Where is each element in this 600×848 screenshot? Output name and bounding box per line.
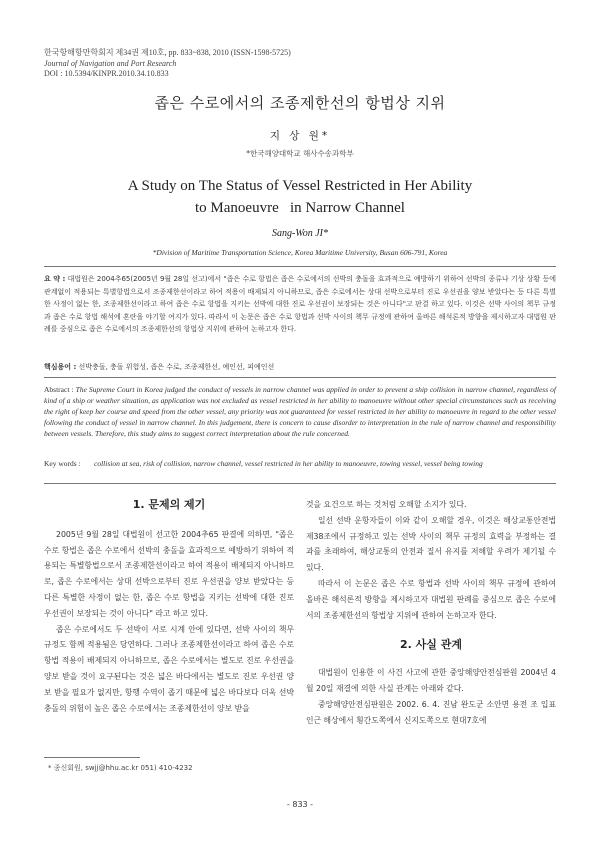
title-english <box>0 175 600 219</box>
keywords-korean-label: 핵심용어 : <box>44 363 77 371</box>
journal-header <box>44 48 291 80</box>
title-english-line1: A Study on The Status of Vessel Restricted in Her Ability <box>127 178 473 194</box>
footnote-divider <box>44 757 140 758</box>
title-korean: 좁은 수로에서의 조종제한선의 항법상 지위 <box>154 94 446 112</box>
section1-heading: 1. 문제의 제기 <box>132 498 206 511</box>
keywords-english <box>44 458 556 469</box>
title-english-line2: to Manoeuvre in Narrow Channel <box>195 200 405 216</box>
right-paragraph-1: 일선 선박 운항자들이 이와 같이 오해할 경우, 이것은 해상교통안전법 제38조에서 규정하고 있는 선박 사이의 책무 규정의 효력을 부정하는 결과를 초래하여, 해상교통의 안전과 질서 유지를 저해할 우려가 제기될 수 있다. <box>306 515 556 573</box>
keywords-korean <box>44 362 556 372</box>
journal-name: Journal of Navigation and Port Research <box>44 58 177 68</box>
section1-paragraph-1: 2005년 9월 28일 대법원이 선고한 2004추65 판결에 의하면, "좁은 수로 항법은 좁은 수로에서 선박의 충돌을 효과적으로 예방하기 위하여 적용되는 특별항법으로서 조종제한선이라고 하여 적용이 배제되지 아니하므로, 좁은 수로에서는 상대 선박으로부터 진로 우선권을 양보 받았다는 등 다른 특별한 사정이 없는 한, 좁은 수로 항법을 지키는 선박에 대한 진로 우선권이 보장되는 것이 아니다" 라고 하고 있다. <box>44 529 294 618</box>
abstract-english <box>44 384 556 439</box>
author-korean: 지 상 원* <box>269 130 331 142</box>
abstract-divider <box>44 377 556 378</box>
keywords-english-label: Key words : <box>44 459 81 468</box>
affiliation-english: *Division of Maritime Transportation Science, Korea Maritime University, Busan 606-791, Korea <box>152 248 448 257</box>
right-paragraph-2: 따라서 이 논문은 좁은 수로 항법과 선박 사이의 책무 규정에 관하여 올바른 해석론적 방향을 제시하고자 대법원 판례를 중심으로 좁은 수로에서의 조종제한선의 항법상 지위에 관하여 논하고자 한다. <box>306 578 556 620</box>
left-column <box>44 495 294 716</box>
abstract-korean-text: 대법원은 2004추65(2005년 9월 28일 선고)에서 "좁은 수로 항법은 좁은 수로에서의 선박의 충돌을 효과적으로 예방하기 위하여 선박의 종류나 기상 상황 등에 관계없이 적용되는 특별항법으로서 조종제한선이라고 하여 적용이 배제되지 아니하므로, 좁은 수로에서는 상대 선박으로부터 진로 우선권을 양보 받았다는 등 다른 특별한 사정이 없는 한, 조종제한선이라고 하여 좁은 수로 항법을 지키는 선박에 대한 진로 우선권이 보장되는 것은 아니다"고 판결 하고 있다. 이것은 선박 사이의 책무 규정과 좁은 수로 항법 해석에 혼란을 야기할 여지가 있다. 따라서 이 논문은 좁은 수로 항법과 선박 사이의 책무 규정에 관하여 올바른 해석론적 방향을 제시하고자 대법원 판례를 중심으로 좁은 수로에서의 조종제한선의 항법상 지위에 관하여 논하고자 한다. <box>44 275 556 333</box>
abstract-korean-label: 요 약 : <box>44 275 66 283</box>
section2-heading: 2. 사실 관계 <box>400 638 462 652</box>
keywords-english-text: collision at sea, risk of collision, narrow channel, vessel restricted in her ability to manoeuvre, towing vessel, vessel being towing <box>94 459 483 468</box>
abstract-english-text: The Supreme Court in Korea judged the conduct of vessels in narrow channel was applied in order to prevent a ship collision in narrow channel, regardless of kind of a ship or weather situation, as application was not excluded as vessel restricted in her ability to manoeuvre without other special circumstances such as receiving the right of keep her course and speed from the other vessel, any priority was not guaranteed for vessel restricted in her ability to manoeuvre in regard to the other vessel following the conduct of vessel in narrow channel. In this judgement, there is concern to cause disorder to interpretation in the rule of narrow channel and responsibility between vessels. Therefore, this study aims to suggest correct interpretation about the rule concerned. <box>44 385 556 438</box>
footnote: * 종신회원, swjj@hhu.ac.kr 051) 410-4232 <box>48 764 193 772</box>
author-english: Sang-Won JI* <box>271 228 328 239</box>
top-divider <box>44 266 556 267</box>
page-number: - 833 - <box>286 800 314 809</box>
right-paragraph-0: 것을 요건으로 하는 것처럼 오해할 소지가 있다. <box>306 500 467 509</box>
keywords-korean-text: 선박충돌, 충돌 위험성, 좁은 수로, 조종제한선, 예인선, 피예인선 <box>78 363 275 371</box>
right-paragraph-4: 중앙해양안전심판원은 2002. 6. 4. 진남 완도군 소안면 용전 조 입표 인근 해상에서 횡간도쪽에서 신지도쪽으로 현대7호에 <box>306 699 556 725</box>
abstract-korean <box>44 273 556 336</box>
right-paragraph-3: 대법원이 인용한 이 사건 사고에 관한 중앙해양안전심판원 2004년 4월 20일 재결에 의한 사실 관계는 아래와 같다. <box>306 668 556 693</box>
affiliation-korean: *한국해양대학교 해사수송과학부 <box>246 149 354 158</box>
section1-paragraph-2: 좁은 수로에서도 두 선박이 서로 시계 안에 있다면, 선박 사이의 책무 규정도 함께 적용됨은 당연하다. 그러나 조종제한선이라고 하여 좁은 수로 항법 적용이 배제되지 아니하므로, 좁은 수로에서는 별도로 진로 우선권을 양보 받을 것이 요구된다는 것은 넓은 바다에서는 별도로 진로 우선권 양보 받을 필요가 없지만, 항행 수역이 좁기 때문에 넓은 바다보다 더욱 선박충돌의 위험이 높은 좁은 수로에서는 조종제한선이 양보 받을 <box>44 624 294 713</box>
journal-doi: DOI : 10.5394/KINPR.2010.34.10.833 <box>44 69 169 78</box>
right-column <box>306 497 556 728</box>
body-divider <box>44 483 556 484</box>
abstract-english-label: Abstract : <box>44 385 74 394</box>
journal-citation: 한국항해항만학회지 제34권 제10호, pp. 833~838, 2010 (ISSN-1598-5725) <box>44 48 291 57</box>
